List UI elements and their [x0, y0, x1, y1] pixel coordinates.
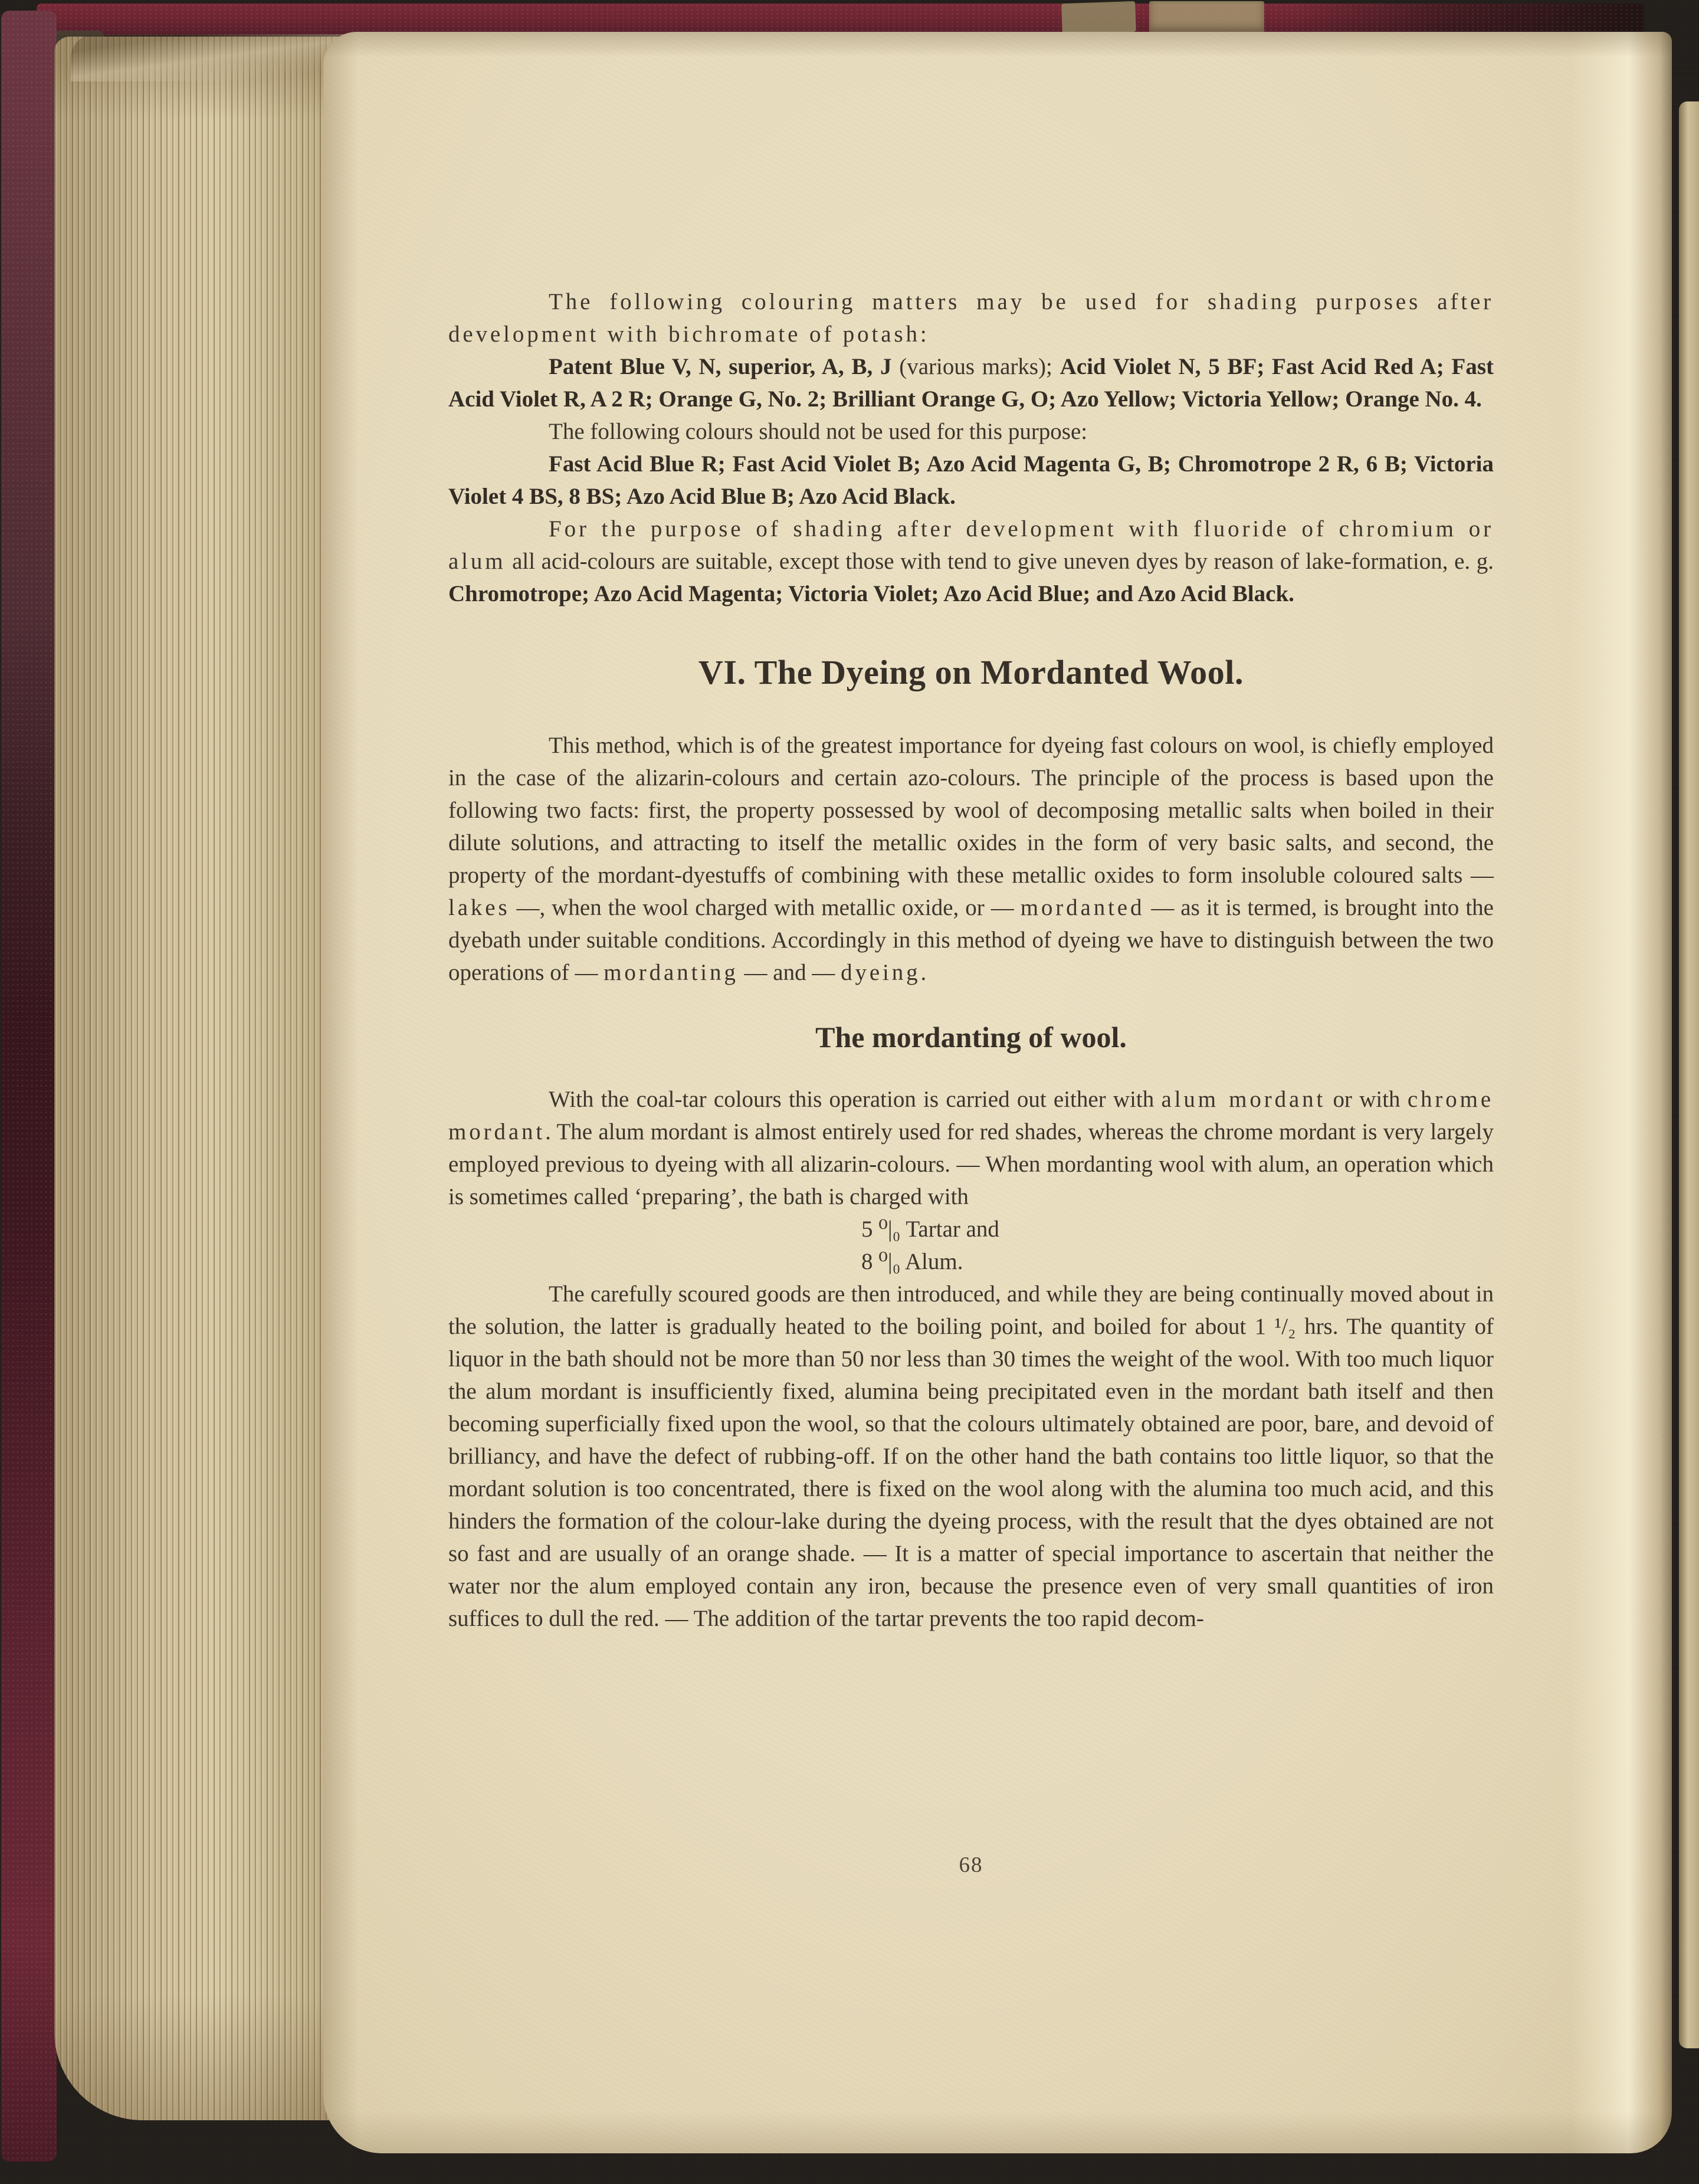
formula-line: 5 ⁰|₀ Tartar and: [861, 1216, 999, 1242]
paragraph: Patent Blue V, N, superior, A, B, J (various marks); Acid Violet N, 5 BF; Fast Acid Red A; Fast Acid Violet R, A 2 R; Orange G, No. 2; Brilliant Orange G, O; Azo Yellow; Victoria Yellow; Orange No. 4.: [448, 354, 1494, 412]
recipe-lines: [448, 1213, 1494, 1278]
cover-texture: [37, 4, 1644, 35]
section-subheading: The mordanting of wool.: [815, 1021, 1127, 1054]
page-number: 68: [959, 1853, 983, 1877]
tape-patch-1: [1061, 1, 1136, 34]
cover-top-band: [37, 4, 1644, 35]
paragraph: This method, which is of the greatest importance for dyeing fast colours on wool, is chiefly employed in the case of the alizarin-colours and certain azo-colours. The principle of the process is based upon the following two facts: first, the property possessed by wool of decomposing metallic salts when boiled in their dilute solutions, and attracting to itself the metallic oxides in the form of very basic salts, and second, the property of the mordant-dyestuffs of combining with these metallic oxides to form insoluble coloured salts — lakes —, when the wool charged with metallic oxide, or — mordanted — as it is termed, is brought into the dyebath under suitable conditions. Accordingly in this method of dyeing we have to distinguish between the two operations of — mordanting — and — dyeing.: [448, 733, 1494, 985]
paragraph: The following colouring matters may be used for shading purposes after development with bichromate of potash:: [448, 289, 1494, 347]
book-page: [323, 32, 1672, 2153]
paragraph: With the coal-tar colours this operation is carried out either with alum mordant or with chrome mordant. The alum mordant is almost entirely used for red shades, whereas the chrome mordant is very largely employed previous to dyeing with all alizarin-colours. — When mordanting wool with alum, an operation which is sometimes called ‘preparing’, the bath is charged with: [448, 1087, 1494, 1209]
page-stack-edges: [54, 37, 362, 2120]
paragraph: Fast Acid Blue R; Fast Acid Violet B; Azo Acid Magenta G, B; Chromotrope 2 R, 6 B; Victoria Violet 4 BS, 8 BS; Azo Acid Blue B; Azo Acid Black.: [448, 451, 1494, 509]
cover-left-strip: [1, 11, 57, 2162]
paragraph: For the purpose of shading after development with fluoride of chromium or alum all acid-colours are suitable, except those with tend to give uneven dyes by reason of lake-formation, e. g. Chromotrope; Azo Acid Magenta; Victoria Violet; Azo Acid Blue; and Azo Acid Black.: [448, 516, 1494, 606]
cover-texture: [1, 11, 57, 2162]
formula-line: 8 ⁰|₀ Alum.: [861, 1249, 963, 1274]
paragraph: The carefully scoured goods are then introduced, and while they are being continually moved about in the solution, the latter is gradually heated to the boiling point, and boiled for about 1 ¹/₂ hrs. The quantity of liquor in the bath should not be more than 50 nor less than 30 times the weight of the wool. With too much liquor the alum mordant is insufficiently fixed, alumina being precipitated even in the mordant bath itself and then becoming superficially fixed upon the wool, so that the colours ultimately obtained are poor, bare, and devoid of brilliancy, and have the defect of rubbing-off. If on the other hand the bath contains too little liquor, so that the mordant solution is too concentrated, there is fixed on the wool along with the alumina too much acid, and this hinders the formation of the colour-lake during the dyeing process, with the result that the dyes obtained are not so fast and are usually of an orange shade. — It is a matter of special importance to ascertain that neither the water nor the alum employed contain any iron, because the presence even of very small quantities of iron suffices to dull the red. — The addition of the tartar prevents the too rapid decom-: [448, 1281, 1494, 1631]
tape-patch-2: [1149, 1, 1264, 34]
page-text-column: [448, 286, 1494, 1635]
chapter-heading: VI. The Dyeing on Mordanted Wool.: [698, 653, 1244, 691]
paragraph: The following colours should not be used for this purpose:: [549, 419, 1088, 444]
next-page-edge: [1679, 101, 1699, 2048]
